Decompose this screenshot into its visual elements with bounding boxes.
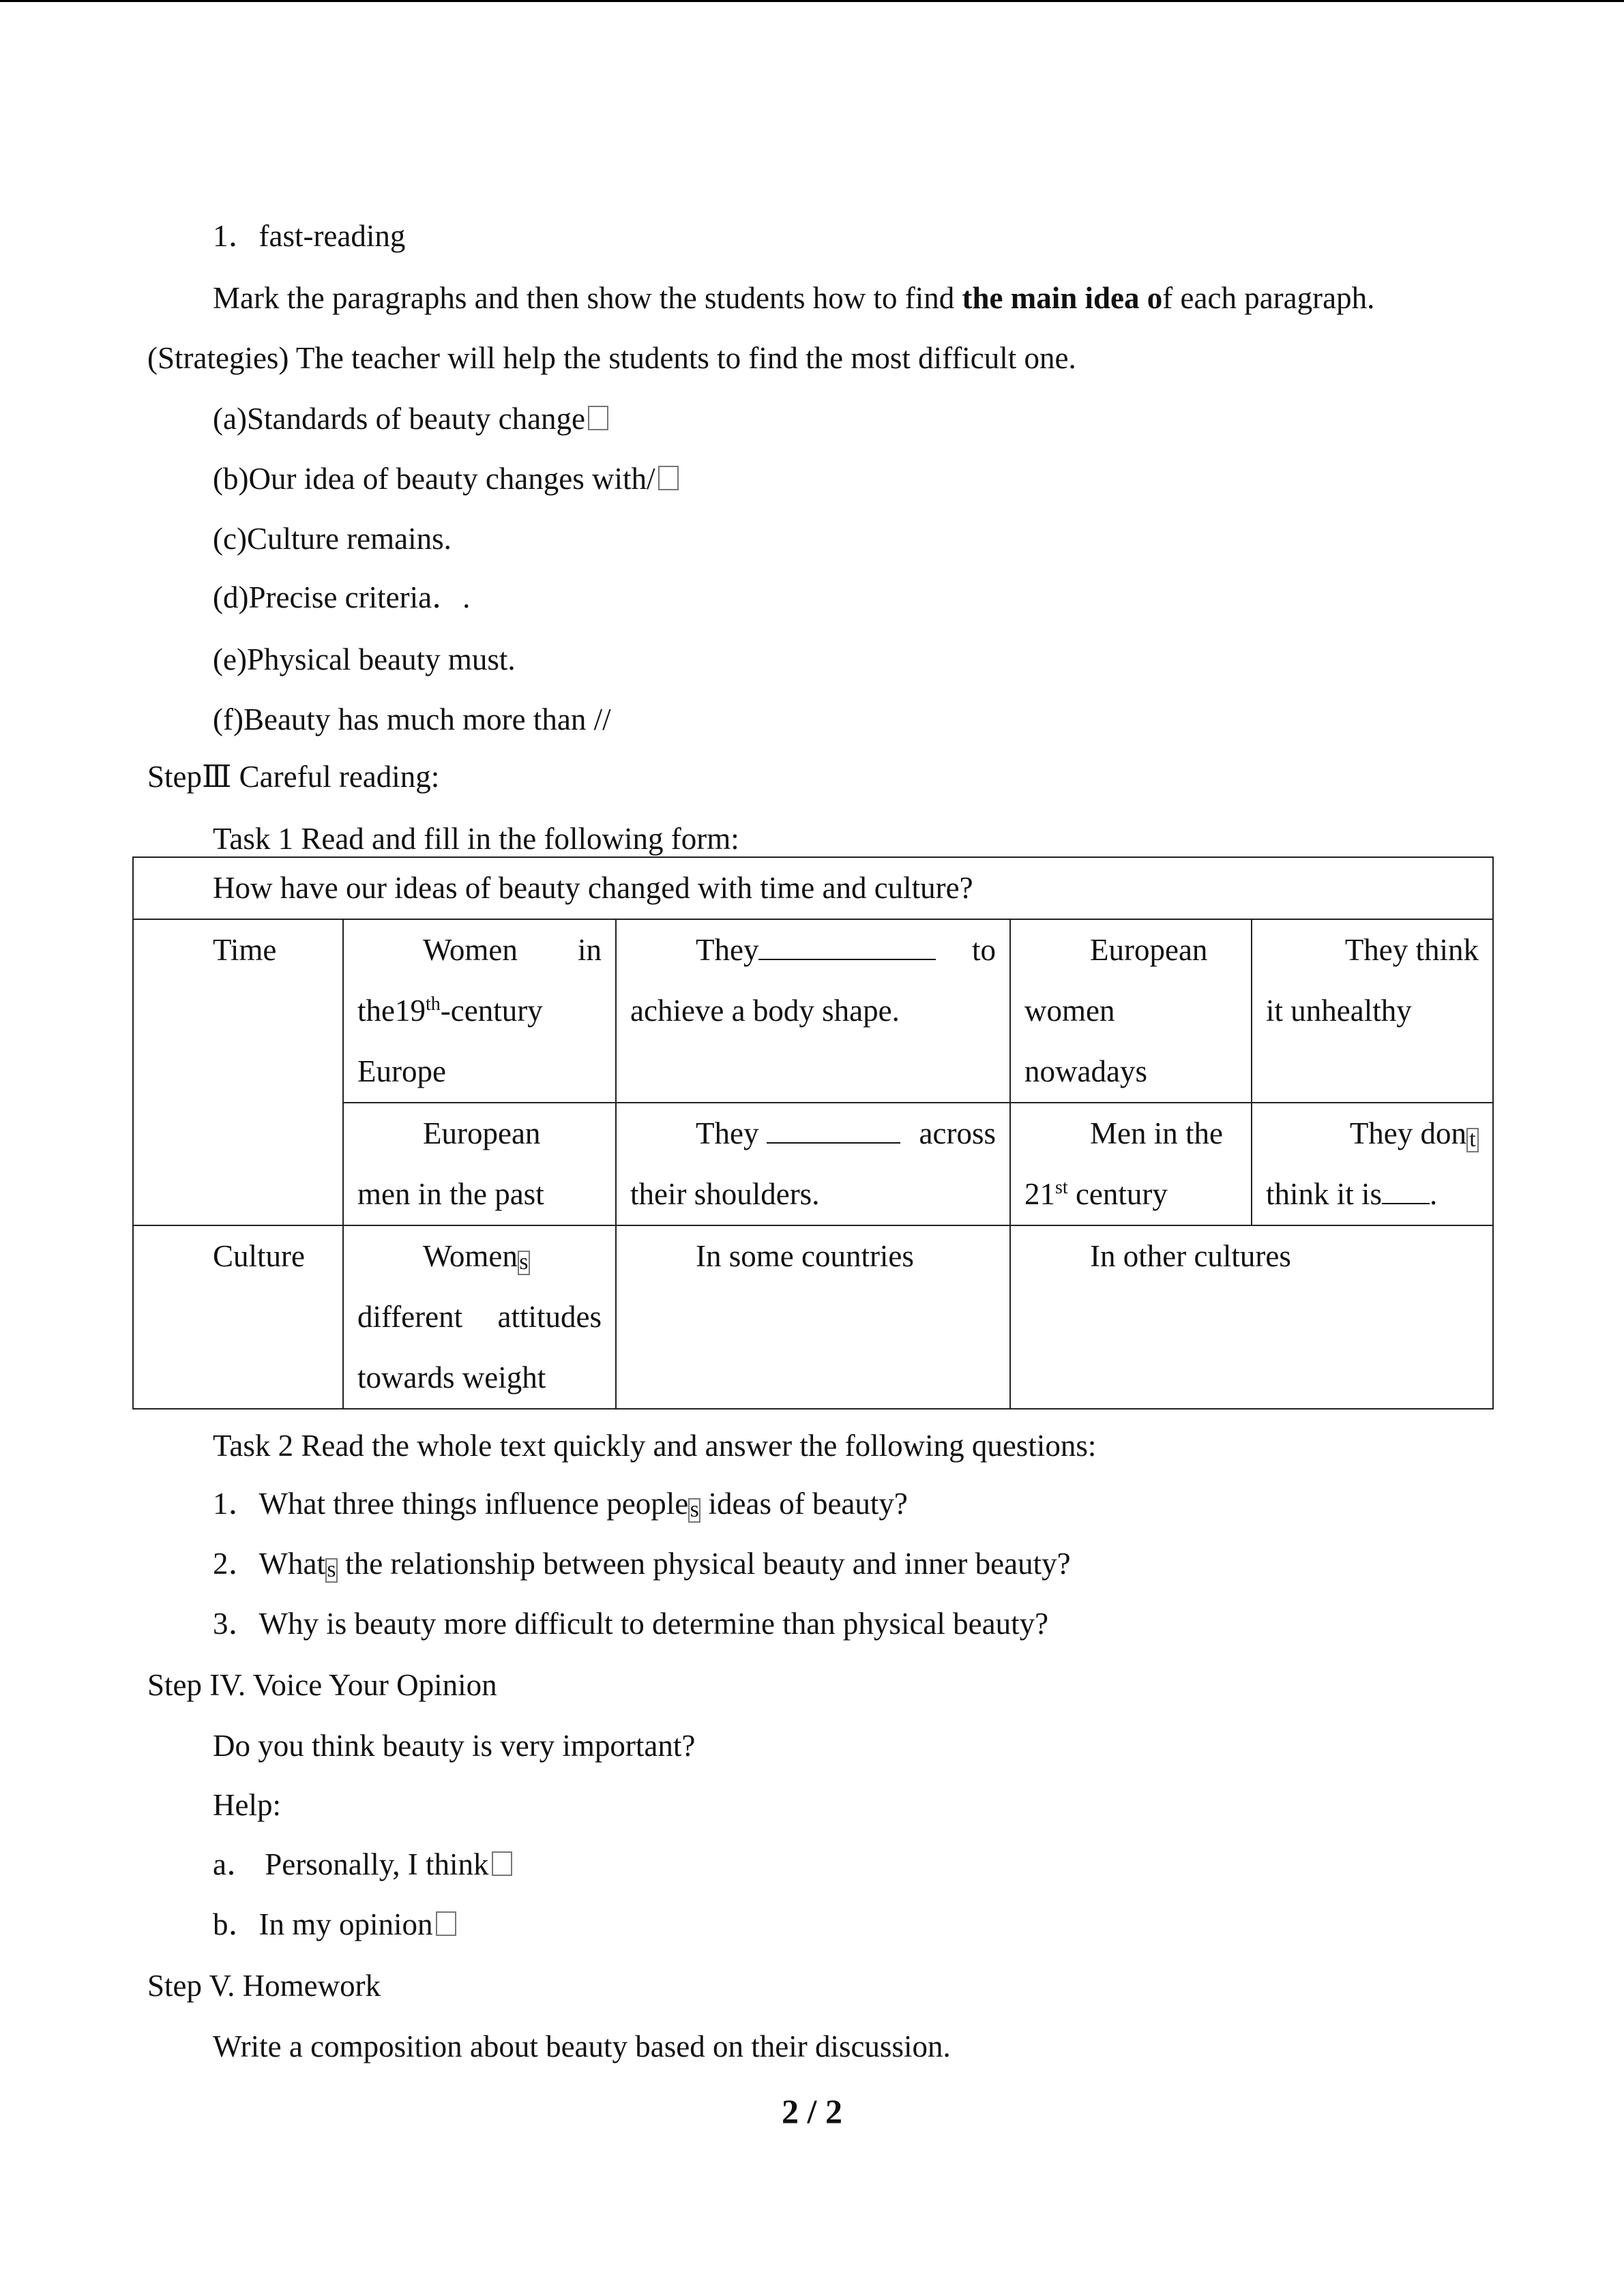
cell-text: Men in the	[1090, 1116, 1223, 1150]
cell-they-across-shoulders	[616, 1103, 1010, 1225]
cell-text: 21	[1024, 1177, 1055, 1211]
question-text: 1．What three things influence people	[213, 1487, 689, 1521]
cell-european-women-nowadays	[1010, 919, 1252, 1103]
table-row-culture	[133, 1225, 1493, 1409]
cell-line	[357, 981, 602, 1041]
task-2-heading: Task 2 Read the whole text quickly and answer the following questions:	[213, 1429, 1097, 1463]
beauty-ideas-table	[132, 856, 1494, 1410]
section-heading-fast-reading: 1．fast-reading	[213, 219, 406, 253]
step-5-heading: Step V. Homework	[147, 1969, 381, 2003]
cell-european-men-past	[343, 1103, 616, 1225]
culture-label: Culture	[213, 1239, 305, 1273]
help-option-a	[213, 1844, 512, 1885]
question-text: the relationship between physical beauty and inner beauty?	[337, 1547, 1071, 1581]
page-top-border	[0, 0, 1624, 2]
cell-line	[357, 1287, 602, 1347]
cell-text: European	[423, 1116, 541, 1150]
option-b	[213, 458, 679, 499]
cell-text: the19	[357, 994, 426, 1028]
question-1	[213, 1483, 908, 1524]
cell-text: achieve a body shape.	[630, 994, 900, 1028]
help-label: Help:	[213, 1788, 281, 1822]
question-2	[213, 1543, 1071, 1584]
step-4-question: Do you think beauty is very important?	[213, 1729, 696, 1763]
cell-text: across	[919, 1116, 996, 1150]
option-c: (c)Culture remains.	[213, 522, 452, 556]
cell-line	[1024, 1164, 1237, 1225]
help-option-text: a． Personally, I think	[213, 1847, 489, 1881]
cell-women-19th-century	[343, 919, 616, 1103]
cell-they-dont-think	[1252, 1103, 1493, 1225]
instruction-paragraph	[213, 278, 1374, 318]
missing-glyph-box	[436, 1911, 456, 1936]
culture-label-cell	[133, 1225, 343, 1409]
fill-in-blank[interactable]	[1382, 1169, 1430, 1204]
cell-other-cultures	[1010, 1225, 1493, 1409]
table-row-question	[133, 857, 1493, 919]
cell-text-with-blank	[696, 920, 936, 981]
question-text: 2．What	[213, 1547, 325, 1581]
cell-text: attitudes	[497, 1300, 602, 1334]
cell-text: They	[696, 933, 759, 967]
page-number: 2 / 2	[782, 2092, 842, 2130]
cell-text: to	[971, 933, 996, 967]
cell-line	[630, 920, 996, 981]
cell-text: century	[1067, 1177, 1168, 1211]
cell-men-21st-century	[1010, 1103, 1252, 1225]
missing-glyph-box: s	[688, 1498, 700, 1523]
table-row-time-1	[133, 919, 1493, 1103]
cell-text: towards weight	[357, 1360, 546, 1395]
time-label-cell	[133, 919, 343, 1225]
cell-text: women	[1024, 994, 1115, 1028]
option-a-text: (a)Standards of beauty change	[213, 402, 586, 436]
cell-text: European	[1090, 933, 1208, 967]
fill-in-blank[interactable]	[767, 1108, 900, 1144]
instruction-bold-text: the main idea o	[962, 281, 1163, 315]
table-question-text: How have our ideas of beauty changed with time and culture?	[213, 871, 973, 905]
option-e: (e)Physical beauty must.	[213, 642, 516, 676]
time-label: Time	[213, 933, 277, 967]
cell-text: it unhealthy	[1266, 994, 1412, 1028]
cell-text: their shoulders.	[630, 1177, 820, 1211]
instruction-text-end: f each paragraph.	[1162, 281, 1375, 315]
fill-in-blank[interactable]	[758, 925, 936, 960]
cell-women-attitudes	[343, 1225, 616, 1409]
cell-text: Europe	[357, 1054, 446, 1088]
cell-text: Women	[423, 1239, 518, 1273]
missing-glyph-box: s	[325, 1558, 338, 1583]
superscript: st	[1055, 1177, 1068, 1198]
missing-glyph-box: s	[518, 1251, 530, 1275]
option-b-text: (b)Our idea of beauty changes with/	[213, 462, 655, 496]
option-f: (f)Beauty has much more than //	[213, 702, 611, 736]
superscript: th	[425, 994, 441, 1015]
cell-text: in	[577, 933, 602, 967]
cell-line	[1266, 1103, 1479, 1164]
question-text: ideas of beauty?	[700, 1487, 908, 1521]
cell-they-body-shape	[616, 919, 1010, 1103]
homework-text: Write a composition about beauty based on their discussion.	[213, 2029, 951, 2063]
cell-text: In some countries	[696, 1239, 914, 1273]
missing-glyph-box: t	[1466, 1128, 1479, 1152]
cell-they-think-unhealthy	[1252, 919, 1493, 1103]
instruction-paragraph-line2: (Strategies) The teacher will help the students to find the most difficult one.	[147, 341, 1076, 375]
cell-some-countries	[616, 1225, 1010, 1409]
question-3: 3．Why is beauty more difficult to determine than physical beauty?	[213, 1607, 1049, 1641]
option-a	[213, 398, 608, 439]
cell-text: -century	[440, 994, 543, 1028]
missing-glyph-box	[492, 1851, 512, 1876]
step-4-heading: Step IV. Voice Your Opinion	[147, 1668, 497, 1702]
cell-line	[630, 1103, 996, 1164]
cell-text: They don	[1349, 1116, 1467, 1150]
cell-line	[357, 1226, 602, 1287]
step-3-heading: StepⅢ Careful reading:	[147, 760, 440, 794]
instruction-text: Mark the paragraphs and then show the students how to find	[213, 281, 962, 315]
cell-line	[1266, 1164, 1479, 1225]
cell-text: different	[357, 1300, 463, 1334]
cell-text: They think	[1344, 933, 1479, 967]
help-option-b	[213, 1904, 456, 1945]
cell-text: men in the past	[357, 1177, 544, 1211]
task-1-heading: Task 1 Read and fill in the following form:	[213, 822, 739, 856]
table-question-cell	[133, 857, 1493, 919]
cell-line	[357, 920, 602, 981]
cell-text: nowadays	[1024, 1054, 1147, 1088]
cell-text: They	[696, 1116, 759, 1150]
option-d: (d)Precise criteria．.	[213, 580, 471, 614]
missing-glyph-box	[588, 406, 608, 430]
help-option-text: b．In my opinion	[213, 1907, 433, 1941]
cell-text-with-blank	[696, 1103, 900, 1164]
cell-text: In other cultures	[1090, 1239, 1291, 1273]
missing-glyph-box	[658, 466, 679, 490]
cell-text: think it is	[1266, 1177, 1383, 1211]
cell-text: Women	[423, 933, 518, 967]
cell-text: .	[1430, 1177, 1438, 1211]
